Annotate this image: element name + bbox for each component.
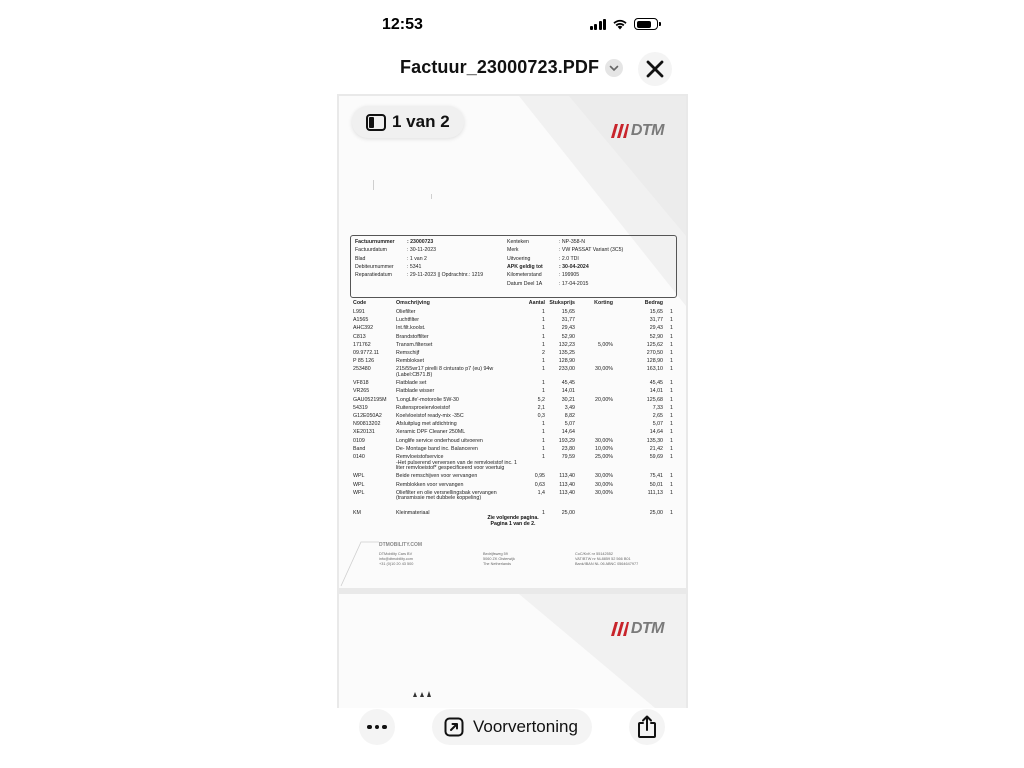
status-icons [590, 18, 659, 30]
wifi-icon [612, 18, 628, 30]
page-note: Pagina 1 van de 2. [490, 521, 536, 527]
chevron-down-icon [609, 65, 619, 72]
invoice-info-row: Blad : 1 van 2 [355, 255, 427, 262]
footer-brand: DTMOBILITY.COM [379, 542, 423, 548]
open-external-icon [444, 717, 464, 737]
open-in-preview-button[interactable] [432, 709, 592, 745]
open-in-preview-label: Voorvertoning [473, 717, 578, 736]
continued-note: Zie volgende pagina. [487, 515, 539, 521]
footer-address: Bedrijfsweg 59 5060 ZK Oisterwijk The Netherlands [483, 552, 515, 566]
logo-text: DTM [630, 122, 664, 139]
share-button[interactable] [629, 709, 665, 745]
column-header: Code [353, 300, 367, 306]
dtm-logo [611, 122, 664, 140]
vehicle-info-row: Merk : VW PASSAT Variant (3C5) [507, 247, 624, 254]
faint-mark [431, 194, 432, 199]
invoice-info-row: Factuurdatum : 30-11-2023 [355, 247, 437, 254]
status-time: 12:53 [382, 16, 423, 33]
signature-mark [411, 690, 435, 698]
vehicle-info-row: APK geldig tot : 30-04-2024 [507, 263, 589, 270]
title-menu-button[interactable] [605, 59, 623, 77]
dtm-logo [611, 620, 664, 638]
invoice-info-row: Reparatiedatum : 29-11-2023 || Opdrachtnr.: 1219 [355, 272, 484, 279]
close-button[interactable] [638, 52, 672, 86]
column-header: Bedrag [644, 300, 663, 306]
document-viewer[interactable] [337, 94, 688, 708]
sidebar-icon [366, 114, 386, 131]
more-options-button[interactable] [359, 709, 395, 745]
column-header: Stuksprijs [549, 300, 575, 306]
page-background-decoration [339, 594, 686, 708]
logo-stripes-icon [611, 124, 629, 138]
pdf-page-2 [339, 594, 686, 708]
page-indicator-button[interactable] [352, 106, 464, 138]
vehicle-info-row: Datum Deel 1A : 17-04-2015 [507, 280, 589, 287]
cellular-signal-icon [590, 19, 607, 30]
vehicle-info-row: Uitvoering : 2.0 TDI [507, 255, 579, 262]
column-header: Omschrijving [396, 300, 430, 306]
vehicle-info-row: Kilometerstand : 199905 [507, 272, 580, 279]
close-icon [646, 60, 664, 78]
invoice-info-row: Debiteurnummer : 5341 [355, 263, 422, 270]
page-indicator-label: 1 van 2 [392, 112, 450, 131]
bottom-toolbar [337, 700, 688, 755]
title-bar [337, 48, 688, 88]
column-header: Aantal [528, 300, 545, 306]
footer-company: DTMobility Cars BV info@dtmobility.com +31 (0)10 20 43 500 [379, 552, 414, 566]
logo-stripes-icon [611, 622, 629, 636]
invoice-info-row: Factuurnummer : 23000723 [355, 239, 434, 245]
footer-registration: CoC/KvK nr 55142552 VAT/BTW nr NL8859 52 566 B01 Bank/IBAN NL 06 ABNC 0564647977 [575, 552, 639, 566]
more-icon [367, 725, 372, 730]
faint-mark [373, 180, 374, 190]
vehicle-info-row: Kenteken : NP-358-N [507, 239, 585, 245]
pdf-page-1: DTM Zie volgende pagina. Pagina 1 van de 2. DTMOBILITY.COM DTMobility Cars BV info@dtmobility.com +31 (0)10 20 43 500 Bedrijfsweg 59 5060 ZK Oisterwijk The Netherlands CoC/KvK nr 55142552 VAT/BTW nr NL8859 52 566 B01 Bank/IBAN NL 06 ABNC 0564647977 Factuurnummer : 23000723 Factuurdatum : 30-11-2023 Blad : 1 van 2 Debiteurnummer : 5341 Reparatiedatum : 29-11-2023 || Opdrachtnr.: 1219 Kenteken : NP-358-N Merk : VW PASSAT Variant (3C5) Uitvoering : 2.0 TDI APK geldig tot : 30-04-2024 Kilometerstand : 199905 Datum Deel 1A : 17-04-2015 Code Omschrijving Aantal Stuksprijs Korting Bedrag L991 Oliefilter 1 15,65 15,65 1 A1565 Luchtfilter 1 31,77 31,77 1 AHC392 Int.filt.koolst. 1 29,43 29,43 1 C813 Brandstoffilter 1 52,90 52,90 1 171762 Transm.filterset 1 132,23 5,00% 125,62 1 09.9772.11 Remschijf 2 135,25 270,50 1 P 85 126 Remblokset 1 128,90 128,90 1 253480 215/55wr17 pirelli 8 cinturato p7 (eu) 94w 1 233,00 30,00% 163,10 1 (Label:CB71.B) VF818 Flatblade set 1 45,45 45,45 1 VR265 Flatblade wisser 1 14,01 14,01 1 GAU052195M 'LongLife'-motorolie 5W-30 5,2 30,21 20,00% 125,68 1 54319 Ruitensproeiervloeistof 2,1 3,49 7,33 1 G12E050A2 Koelvloeistof ready-mix -35C 0,3 8,82 2,65 1 N90813202 Afsluitplug met afdichtring 1 5,07 5,07 1 XE20131 Xeramic DPF Cleaner 250ML 1 14,64 14,64 1 0109 Longlife service onderhoud uitvoeren 1 193,29 30,00% 135,30 1 Band De- Montage band inc. Balanceren 1 23,80 10,00% 21,42 1 0140 Remvloeistofservice 1 79,59 25,00% 59,69 1 -Het pulserend verversen van de remvloeistof inc. 1 liter remvloeistof* gespecificeerd voor voertuig WPL Beide remschijven voor vervangen 0,95 113,40 30,00% 75,41 1 WPL Remblokken voor vervangen 0,63 113,40 30,00% 50,01 1 WPL Oliefilter en olie versnellingsbak vervangen 1,4 113,40 30,00% 111,13 1 (transmissie met dubbele koppeling) KM Kleinmateriaal 1 25,00 25,00 1 [339, 96, 686, 588]
column-header: Korting [594, 300, 613, 306]
share-icon [637, 715, 657, 739]
battery-icon [634, 18, 658, 30]
document-title[interactable]: Factuur_23000723.PDF [400, 57, 600, 77]
phone-screen [337, 0, 688, 768]
logo-text: DTM [630, 620, 664, 637]
